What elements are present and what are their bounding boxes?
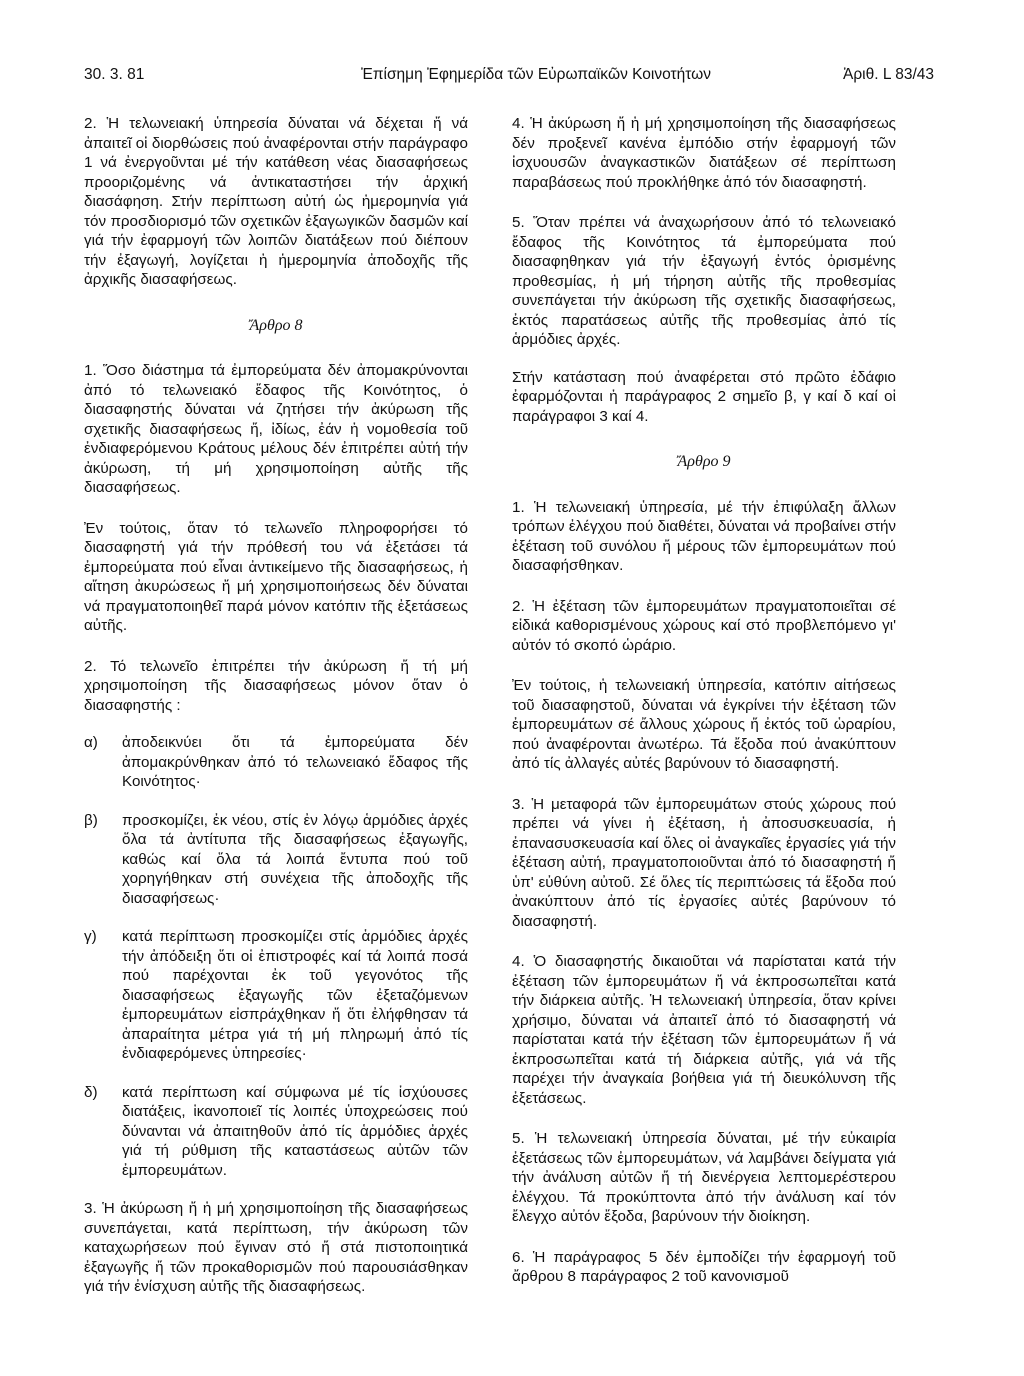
list-item-text: κατά περίπτωση προσκομίζει στίς ἁρμόδιες ἀρχές τήν ἀπόδειξη ὅτι οἱ ἐπιστροφές καί τά λοιπά ποσά πού παρέχονται ἐκ τοῦ γεγονότος τῆς διασαφήσεως ἐξαγωγῆς τῶν ἐξεταζόμενων ἐμπορευμάτων εἰσπράχθηκαν ἤ ὅτι ἐλήφθησαν τά ἀπαραίτητα μέτρα γιά τή μή πληρωμή ἀπό τίς ἐνδιαφερόμενες ὑπηρεσίες·	[122, 928, 468, 1062]
list-item-text: προσκομίζει, ἐκ νέου, στίς ἐν λόγῳ ἁρμόδιες ἀρχές ὅλα τά ἀντίτυπα τῆς διασαφήσεως ἐξαγωγῆς, καθώς καί ὅλα τά λοιπά ἔντυπα πού τοῦ χορηγήθηκαν στή συνέχεια τῆς ἀποδοχῆς τῆς διασαφήσεως·	[122, 811, 468, 907]
list-item-text: ἀποδεικνύει ὅτι τά ἐμπορεύματα δέν ἀπομακρύνθηκαν ἀπό τό τελωνειακό ἔδαφος τῆς Κοινότητος·	[122, 734, 468, 790]
paragraph-9-2: 2. Ἡ ἐξέταση τῶν ἐμπορευμάτων πραγματοποιεῖται σέ εἰδικά καθορισμένους χώρους καί στό προβλεπόμενο γι' αὐτόν τό σκοπό ὡράριο.	[512, 597, 896, 654]
list-item-label: δ)	[84, 1083, 98, 1101]
list-item	[84, 733, 468, 792]
list-item	[84, 1083, 468, 1181]
list-item	[84, 927, 468, 1064]
paragraph-2-top: 2. Ἡ τελωνειακή ὑπηρεσία δύναται νά δέχεται ἤ νά ἀπαιτεῖ οἱ διορθώσεις πού ἀναφέρονται στήν παράγραφο 1 νά ἐνεργοῦνται μέ τήν κατάθεση νέας διασαφήσεως προοριζομένης νά ἀντικαταστήσει τήν ἀρχική διασάφηση. Στήν περίπτωση αὐτή ὡς ἡμερομηνία γιά τόν προσδιορισμό τῶν σχετικῶν ἐξαγωγικῶν δασμῶν καί γιά τήν ἐφαρμογή τῶν λοιπῶν διατάξεων πού διέπουν τήν ἐξαγωγή, λογίζεται ἡ ἡμερομηνία ἀποδοχῆς τῆς ἀρχικῆς διασαφήσεως.	[84, 115, 468, 288]
list-item-label: γ)	[84, 928, 97, 945]
list-item-text: κατά περίπτωση καί σύμφωνα μέ τίς ἰσχύουσες διατάξεις, ἱκανοποιεῖ τίς λοιπές ὑποχρεώσεις πού δύνανται νά ἀπαιτηθοῦν ἀπό τίς ἁρμόδιες ἀρχές γιά τή ρύθμιση τῆς καταστάσεως αὐτῶν τῶν ἐμπορευμάτων.	[122, 1083, 468, 1179]
right-column	[512, 114, 896, 1308]
paragraph-9-2b: Ἐν τούτοις, ἡ τελωνειακή ὑπηρεσία, κατόπιν αἰτήσεως τοῦ διασαφηστοῦ, δύναται νά ἐγκρίνει τήν ἐξέταση τῶν ἐμπορευμάτων σέ ἄλλους χώρους ἤ ἐκτός τοῦ ὡραρίου, πού ἀναφέρονται ἀνωτέρω. Τά ἔξοδα πού ἀνακύπτουν ἀπό τίς ἀλλαγές αὐτές βαρύνουν τό διασαφηστή.	[512, 677, 896, 772]
paragraph-9-5: 5. Ἡ τελωνειακή ὑπηρεσία δύναται, μέ τήν εὐκαιρία ἐξετάσεως τῶν ἐμπορευμάτων, νά λαμβάνει δείγματα γιά τήν ἀνάλυση αὐτῶν ἤ τή διενέργεια λεπτομερέστερου ἐλέγχου. Τά προκύπτοντα ἀπό τήν ἀνάλυση καί τόν ἔλεγχο αὐτόν ἔξοδα, βαρύνουν τήν διοίκηση.	[512, 1130, 896, 1225]
header-date: 30. 3. 81	[84, 66, 145, 83]
paragraph-9-1: 1. Ἡ τελωνειακή ὑπηρεσία, μέ τήν ἐπιφύλαξη ἄλλων τρόπων ἐλέγχου πού διαθέτει, δύναται νά προβαίνει στήν ἐξέταση τοῦ συνόλου ἤ μέρους τῶν ἐμπορευμάτων πού διασαφήσθηκαν.	[512, 498, 896, 574]
header-issue-number: Ἀριθ. L 83/43	[843, 66, 934, 83]
article-9-heading: Ἄρθρο 9	[677, 453, 731, 470]
paragraph-8-1b: Ἐν τούτοις, ὅταν τό τελωνεῖο πληροφορήσει τό διασαφηστή γιά τήν πρόθεσή του νά ἐξετάσει τά ἐμπορεύματα πού εἶναι ἀντικείμενο τῆς διασαφήσεως, ἡ αἴτηση ἀκυρώσεως ἤ μή χρησιμοποιήσεως δέν δύναται νά πραγματοποιηθεῖ παρά μόνον κατόπιν τῆς ἐξετάσεως αὐτῆς.	[84, 519, 468, 634]
header-journal-title: Ἐπίσημη Ἐφημερίδα τῶν Εὐρωπαϊκῶν Κοινοτήτων	[361, 66, 711, 83]
paragraph-9-3: 3. Ἡ μεταφορά τῶν ἐμπορευμάτων στούς χώρους πού πρέπει νά γίνει ἡ ἐξέταση, ἡ ἀποσυσκευασία, ἡ ἐπανασυσκευασία καί ὅλες οἱ ἀναγκαῖες ἐργασίες γιά τήν ἐξέταση αὐτή, πραγματοποιοῦνται ἀπό τό διασαφηστή ἤ ὑπ' εὐθύνη αὐτοῦ. Σέ ὅλες τίς περιπτώσεις τά ἔξοδα πού ἀνακύπτουν ἀπό τίς ἐργασίες αὐτές βαρύνουν τό διασαφηστή.	[512, 795, 896, 930]
list-item-label: α)	[84, 734, 98, 751]
paragraph-8-5: 5. Ὅταν πρέπει νά ἀναχωρήσουν ἀπό τό τελωνειακό ἔδαφος τῆς Κοινότητος τά ἐμπορεύματα πού διασαφηθηκαν γιά τήν ἐξαγωγή ἐντός ὁρισμένης προθεσμίας, ἡ μή τήρηση αὐτῆς τῆς προθεσμίας συνεπάγεται τήν ἀκύρωση τῆς σχετικῆς διασαφήσεως, ἐκτός παρατάσεως αὐτῆς τῆς προθεσμίας ἀπό τίς ἁρμόδιες ἀρχές.	[512, 214, 896, 348]
paragraph-8-1: 1. Ὅσο διάστημα τά ἐμπορεύματα δέν ἀπομακρύνονται ἀπό τό τελωνειακό ἔδαφος τῆς Κοινότητος, ὁ διασαφηστής δύναται νά ζητήσει τήν ἀκύρωση τῆς σχετικῆς διασαφήσεως ἤ, ἰδίως, ἐάν ἡ νομοθεσία τοῦ ἐνδιαφερόμενου Κράτους μέλους δέν ἐπιτρέπει αὐτή τήν ἀκύρωση, τή μή χρησιμοποίηση αὐτῆς τῆς διασαφήσεως.	[84, 362, 468, 496]
paragraph-9-4: 4. Ὁ διασαφηστής δικαιοῦται νά παρίσταται κατά τήν ἐξέταση τῶν ἐμπορευμάτων ἤ νά ἐκπροσωπεῖται κατά τήν διάρκεια αὐτῆς. Ἡ τελωνειακή ὑπηρεσία, ὅταν κρίνει χρήσιμο, δύναται νά ἀπαιτεῖ ἀπό τό διασαφηστή νά παρίσταται κατά τήν ἐξέταση τῶν ἐμπορευμάτων ἤ νά ἐκπροσωπεῖται κατά τή διάρκεια αὐτῆς, γιά νά τῆς παρέχει τήν ἀναγκαία βοήθεια γιά τή διευκόλυνση τῆς ἐξετάσεως.	[512, 953, 896, 1107]
article-8-heading: Ἄρθρο 8	[249, 316, 303, 334]
list-item-label: β)	[84, 811, 98, 829]
paragraph-8-3: 3. Ἡ ἀκύρωση ἤ ἡ μή χρησιμοποίηση τῆς διασαφήσεως συνεπάγεται, κατά περίπτωση, τήν ἀκύρωση τῶν καταχωρήσεων πού ἔγιναν στό ἤ στά πιστοποιητικά ἐξαγωγῆς ἤ τῶν προκαθορισμῶν πού παρουσιάσθηκαν γιά τήν ἐνίσχυση αὐτῆς τῆς διασαφήσεως.	[84, 1200, 468, 1295]
page-header	[84, 66, 934, 90]
left-column	[84, 114, 468, 1318]
list-item	[84, 811, 468, 909]
paragraph-8-4: 4. Ἡ ἀκύρωση ἤ ἡ μή χρησιμοποίηση τῆς διασαφήσεως δέν προξενεῖ κανένα ἐμπόδιο στήν ἐφαρμογή τῶν ἰσχυουσῶν ἀναγκαστικῶν διατάξεων σέ περίπτωση παραβάσεως πού προκλήθηκε ἀπό τόν διασαφηστή.	[512, 115, 896, 191]
paragraph-8-5b: Στήν κατάσταση πού ἀναφέρεται στό πρῶτο ἐδάφιο ἐφαρμόζονται ἡ παράγραφος 2 σημεῖο β, γ καί δ καί οἱ παράγραφοι 3 καί 4.	[512, 368, 896, 425]
paragraph-9-6: 6. Ἡ παράγραφος 5 δέν ἐμποδίζει τήν ἐφαρμογή τοῦ ἄρθρου 8 παράγραφος 2 τοῦ κανονισμοῦ	[512, 1248, 896, 1285]
paragraph-8-2: 2. Τό τελωνεῖο ἐπιτρέπει τήν ἀκύρωση ἤ τή μή χρησιμοποίηση τῆς διασαφήσεως μόνον ὅταν ὁ διασαφηστής :	[84, 657, 468, 714]
